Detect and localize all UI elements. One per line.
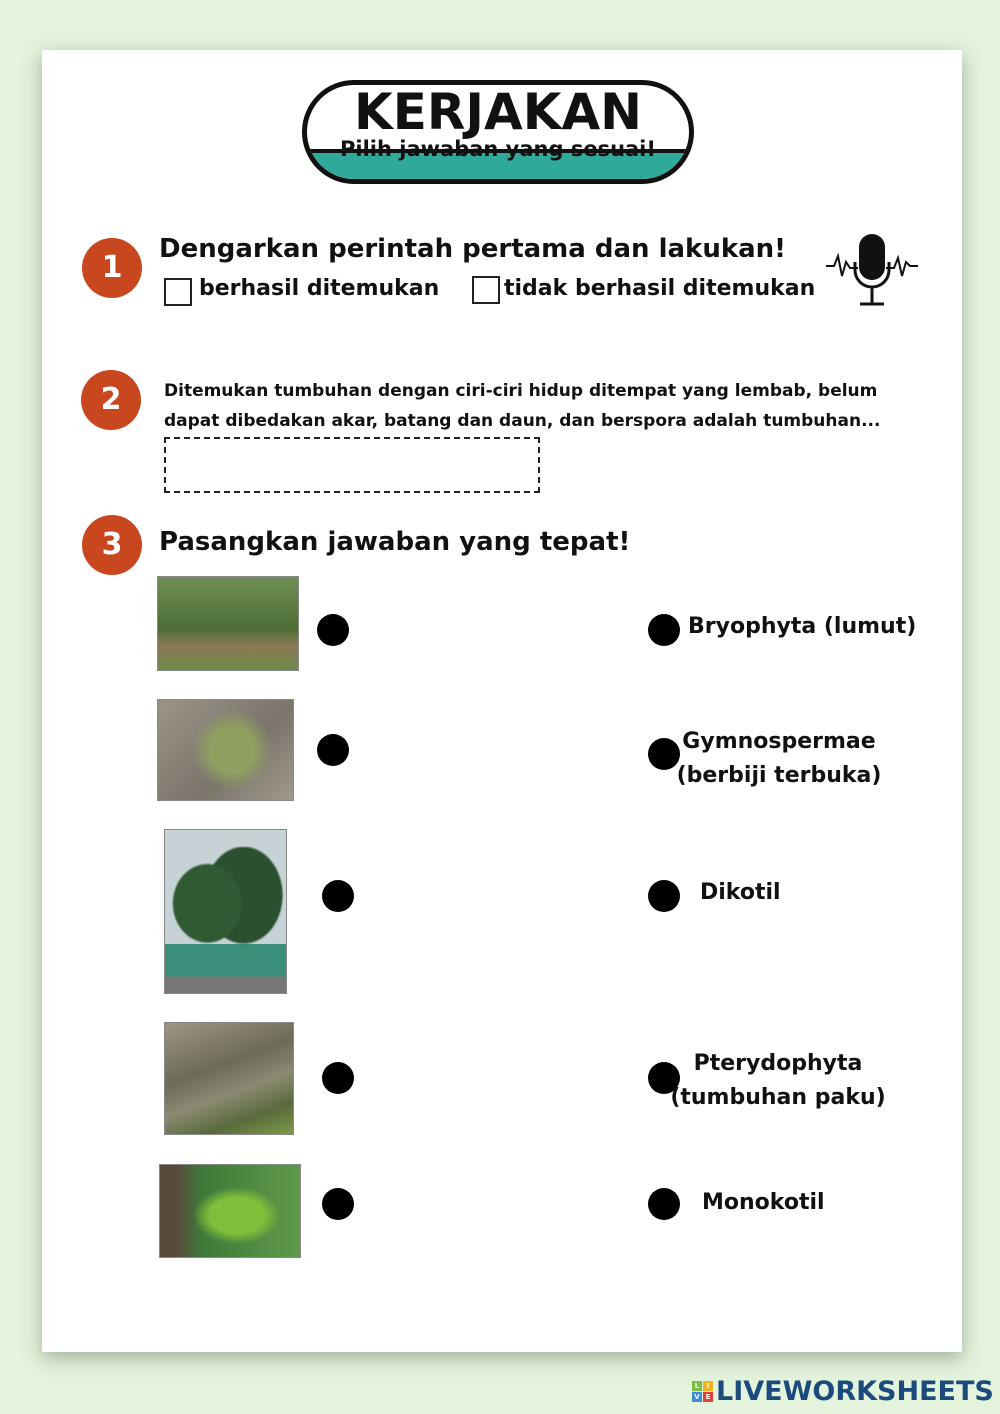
mango-tree-photo xyxy=(157,576,299,671)
banner-subtitle: Pilih jawaban yang sesuai! xyxy=(340,137,656,161)
microphone-icon[interactable] xyxy=(824,232,920,308)
right-match-dot-1[interactable] xyxy=(648,614,680,646)
badge-v: V xyxy=(692,1392,702,1402)
conifer-tree-photo xyxy=(164,829,287,994)
left-match-dot-5[interactable] xyxy=(322,1188,354,1220)
liveworksheets-logo xyxy=(692,1376,994,1407)
answer-label-4-line-2: (tumbuhan paku) xyxy=(670,1085,886,1110)
answer-label-2-line-2: (berbiji terbuka) xyxy=(676,763,882,788)
badge-l: L xyxy=(692,1381,702,1391)
fern-photo xyxy=(159,1164,301,1258)
checkbox-tidak-berhasil[interactable] xyxy=(472,276,500,304)
answer-label-4 xyxy=(668,1051,888,1110)
logo-badge xyxy=(692,1381,713,1402)
badge-e: E xyxy=(703,1392,713,1402)
right-match-dot-3[interactable] xyxy=(648,880,680,912)
moss-on-stone-photo xyxy=(164,1022,294,1135)
answer-label-5: Monokotil xyxy=(702,1190,825,1215)
badge-i: I xyxy=(703,1381,713,1391)
q2-line-2: dapat dibedakan akar, batang dan daun, dan berspora adalah tumbuhan... xyxy=(164,411,881,431)
left-match-dot-1[interactable] xyxy=(317,614,349,646)
answer-label-1: Bryophyta (lumut) xyxy=(688,614,917,639)
q2-answer-input[interactable] xyxy=(164,437,540,493)
left-match-dot-4[interactable] xyxy=(322,1062,354,1094)
banner-title: KERJAKAN xyxy=(354,83,642,141)
right-match-dot-5[interactable] xyxy=(648,1188,680,1220)
grass-photo xyxy=(157,699,294,801)
answer-label-4-line-1: Pterydophyta xyxy=(693,1051,863,1076)
question-number-1: 1 xyxy=(82,238,142,298)
checkbox-berhasil[interactable] xyxy=(164,278,192,306)
question-number-2: 2 xyxy=(81,370,141,430)
answer-label-2 xyxy=(674,729,884,788)
logo-text: LIVEWORKSHEETS xyxy=(716,1376,994,1407)
answer-label-2-line-1: Gymnospermae xyxy=(682,729,876,754)
title-banner xyxy=(302,80,694,184)
left-match-dot-2[interactable] xyxy=(317,734,349,766)
answer-label-3: Dikotil xyxy=(700,880,781,905)
question-number-3: 3 xyxy=(82,515,142,575)
q2-line-1: Ditemukan tumbuhan dengan ciri-ciri hidup ditempat yang lembab, belum xyxy=(164,381,878,401)
left-match-dot-3[interactable] xyxy=(322,880,354,912)
q3-heading: Pasangkan jawaban yang tepat! xyxy=(159,527,631,557)
option-tidak-berhasil: tidak berhasil ditemukan xyxy=(504,276,816,301)
q1-heading: Dengarkan perintah pertama dan lakukan! xyxy=(159,234,787,264)
option-berhasil: berhasil ditemukan xyxy=(199,276,440,301)
